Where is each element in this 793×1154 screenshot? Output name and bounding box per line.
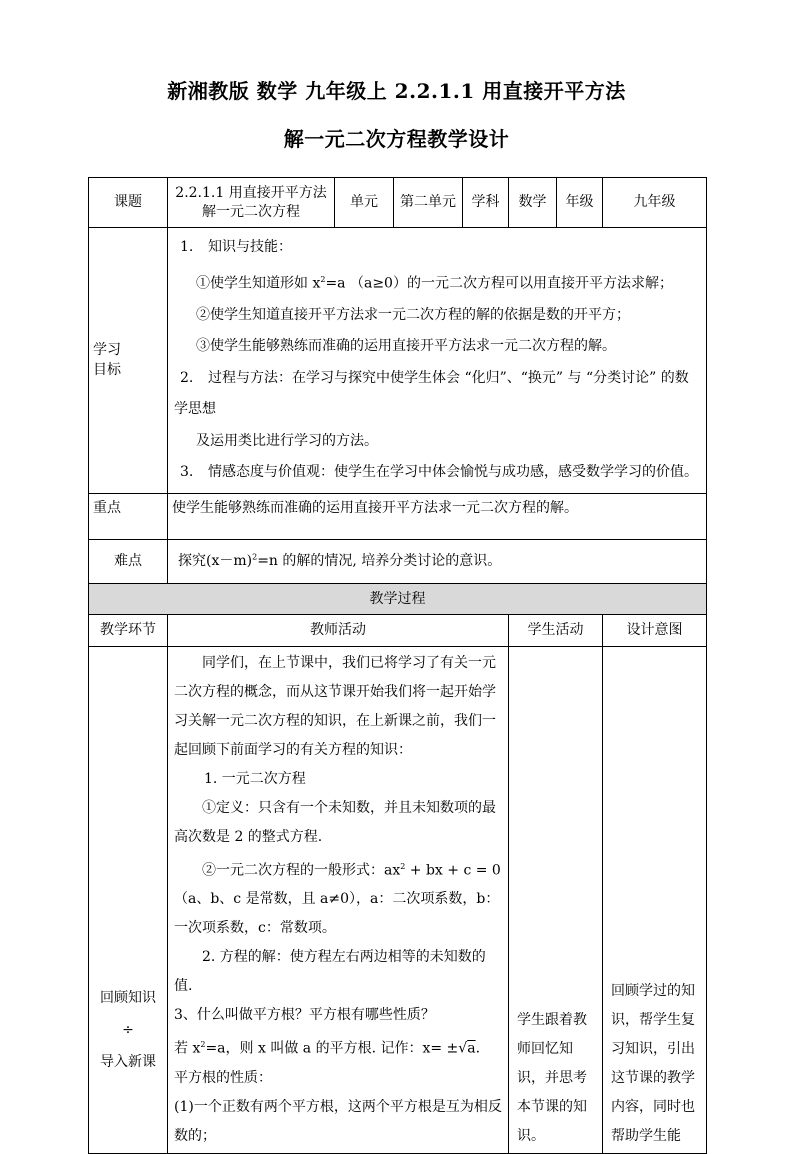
teacher-p4 xyxy=(174,852,502,944)
goals-content xyxy=(168,228,707,494)
stage-line-1: 回顾知识 xyxy=(100,989,156,1006)
goal-3-number: 3. xyxy=(180,464,194,481)
col-intent: 设计意图 xyxy=(603,614,707,646)
goal-2-text-2: 及运用类比进行学习的方法。 xyxy=(196,432,378,449)
col-stage: 教学环节 xyxy=(89,614,168,646)
goal-2 xyxy=(174,363,700,426)
goals-label-line-1: 学习 xyxy=(93,342,121,359)
topic-value-line-2: 解一元二次方程 xyxy=(202,203,300,220)
goal-3 xyxy=(174,457,700,489)
process-section-title: 教学过程 xyxy=(89,583,707,614)
key-text: 使学生能够熟练而准确的运用直接开平方法求一元二次方程的解。 xyxy=(168,493,707,539)
difficulty-text xyxy=(168,539,707,583)
goal-1-number: 1. xyxy=(180,239,194,255)
goal-1-a-post: =a （a≥0）的一元二次方程可以用直接开平方法求解； xyxy=(325,275,673,292)
goal-1-a-pre: ①使学生知道形如 x xyxy=(196,275,321,292)
goal-1-c: ③使学生能够熟练而准确的运用直接开平方法求一元二次方程的解。 xyxy=(196,338,616,355)
goal-1 xyxy=(174,232,700,264)
topic-value xyxy=(168,178,335,228)
goal-1-b: ②使学生知道直接开平方法求一元二次方程的解的依据是数的开平方； xyxy=(196,306,630,323)
teacher-p3: ①定义：只含有一个未知数，并且未知数项的最高次数是 2 的整式方程. xyxy=(174,799,496,845)
teacher-p8: 平方根的性质： xyxy=(174,1069,272,1086)
teacher-p7-pre: 若 x xyxy=(174,1040,201,1057)
grade-value: 九年级 xyxy=(603,178,707,228)
stage-line-3: 导入新课 xyxy=(100,1053,156,1070)
goal-2-text-1: 过程与方法：在学习与探究中使学生体会 “化归”、“换元” 与 “分类讨论” 的数学思想 xyxy=(174,369,689,418)
unit-value: 第二单元 xyxy=(394,178,463,228)
lesson-plan-table xyxy=(88,177,706,1154)
teacher-p4-pre: ②一元二次方程的一般形式：ax xyxy=(202,862,401,879)
goal-1-a-sup: 2 xyxy=(320,274,326,284)
goals-label xyxy=(89,228,168,494)
goal-1-title: 知识与技能： xyxy=(208,239,292,255)
teacher-p7-radicand: a xyxy=(467,1040,476,1057)
teacher-p4-sup: 2 xyxy=(400,861,406,871)
key-label: 重点 xyxy=(89,493,168,539)
difficulty-text-sup: 2 xyxy=(252,552,258,562)
teacher-p7 xyxy=(174,1030,502,1064)
teacher-p7-mid: =a，则 x 叫做 a 的平方根. 记作：x= ±√ xyxy=(205,1040,468,1057)
teacher-p6: 3、什么叫做平方根？平方根有哪些性质？ xyxy=(174,1007,435,1024)
grade-label: 年级 xyxy=(557,178,603,228)
design-intent: 回顾学过的知识，帮学生复习知识，引出这节课的教学内容，同时也帮助学生能 xyxy=(603,646,707,1153)
goal-2-number: 2. xyxy=(180,369,194,386)
teacher-p4-post: + bx + c = 0（a、b、c 是常数，且 a≠0），a：二次项系数，b：一次项系数，c：常数项。 xyxy=(174,862,501,937)
col-teacher: 教师活动 xyxy=(168,614,509,646)
subject-label: 学科 xyxy=(463,178,509,228)
teacher-p5: 2. 方程的解：使方程左右两边相等的未知数的值. xyxy=(174,949,486,995)
student-activity: 学生跟着教师回忆知识，并思考本节课的知识。 xyxy=(509,646,603,1153)
stage-line-2: ÷ xyxy=(122,1021,134,1038)
difficulty-label: 难点 xyxy=(89,539,168,583)
teacher-activity xyxy=(168,646,509,1153)
difficulty-text-pre: 探究(x－m) xyxy=(178,553,253,569)
topic-value-line-1: 2.2.1.1 用直接开平方法 xyxy=(175,184,327,201)
teacher-p9: (1)一个正数有两个平方根，这两个平方根是互为相反数的； xyxy=(174,1098,502,1144)
col-student: 学生活动 xyxy=(509,614,603,646)
goals-label-line-2: 目标 xyxy=(93,362,121,379)
topic-label: 课题 xyxy=(89,178,168,228)
teacher-p2: 1. 一元二次方程 xyxy=(204,770,306,787)
goal-3-text: 情感态度与价值观：使学生在学习中体会愉悦与成功感，感受数学学习的价值。 xyxy=(208,464,698,481)
unit-label: 单元 xyxy=(335,178,394,228)
document-title-line-2: 解一元二次方程教学设计 xyxy=(283,127,510,151)
subject-value: 数学 xyxy=(509,178,557,228)
teacher-p7-end: . xyxy=(475,1040,481,1057)
teacher-p1: 同学们，在上节课中，我们已将学习了有关一元二次方程的概念，而从这节课开始我们将一起开始学习关解一元二次方程的知识，在上新课之前，我们一起回顾下前面学习的有关方程的知识： xyxy=(174,654,496,758)
teacher-p7-sup: 2 xyxy=(200,1040,206,1050)
difficulty-text-post: =n 的解的情况, 培养分类讨论的意识。 xyxy=(257,553,502,569)
stage-cell xyxy=(89,646,168,1153)
goal-1-a xyxy=(174,264,700,300)
document-title-line-1: 新湘教版 数学 九年级上 2.2.1.1 用直接开平方法 xyxy=(167,79,626,103)
